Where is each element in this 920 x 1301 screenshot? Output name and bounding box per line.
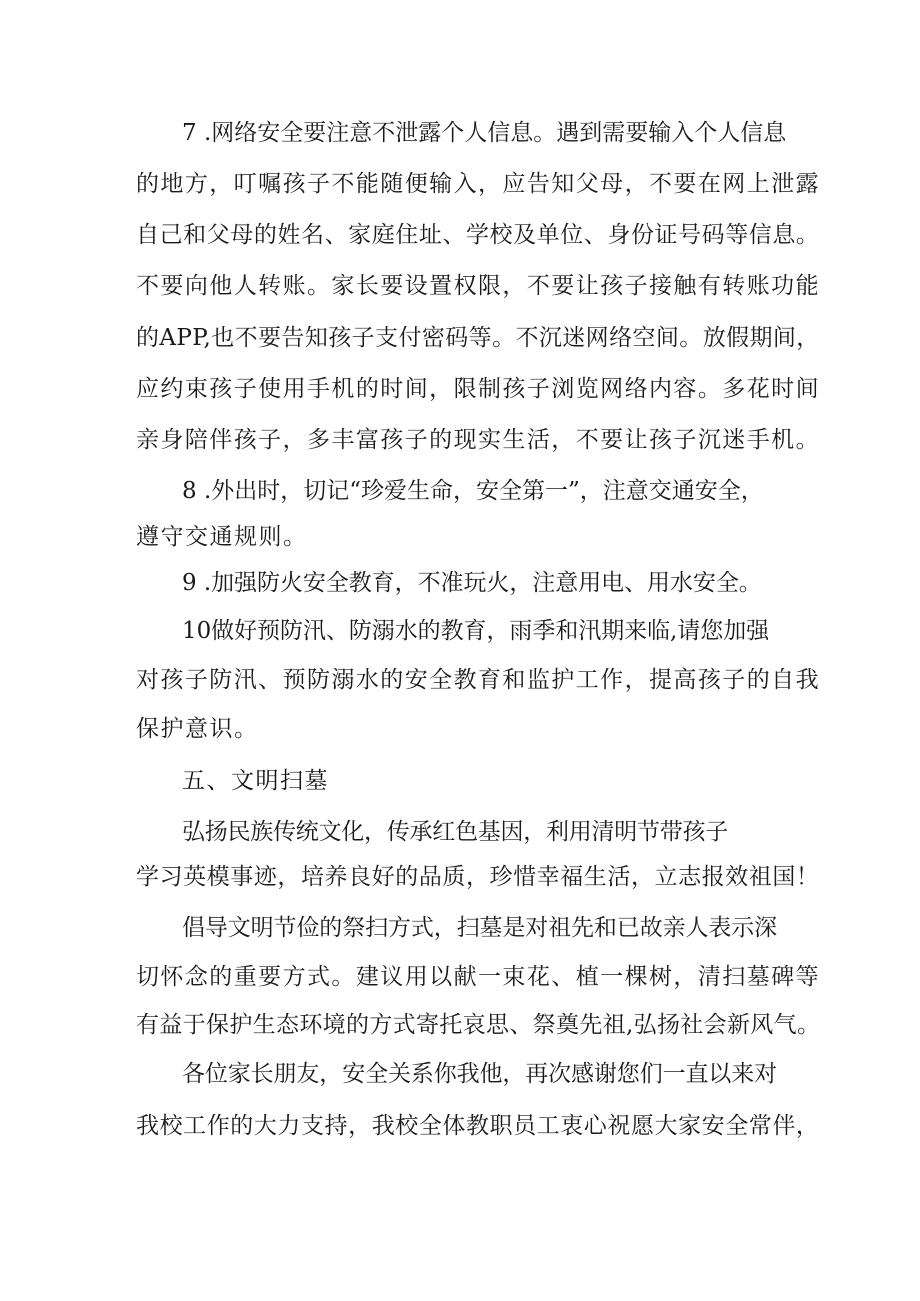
paragraph-line: 遵守交通规则。 xyxy=(136,524,308,550)
paragraph-line: 不要向他人转账。家长要设置权限，不要让孩子接触有转账功能 xyxy=(136,273,820,299)
paragraph-line: 学习英模事迹，培养良好的品质，珍惜幸福生活，立志报效祖国！ xyxy=(136,864,820,890)
paragraph-line: 的APP,也不要告知孩子支付密码等。不沉迷网络空间。放假期间， xyxy=(136,325,820,351)
paragraph-line: 10做好预防汛、防溺水的教育，雨季和汛期来临,请您加强 xyxy=(182,618,770,644)
section-heading: 五、文明扫墓 xyxy=(182,768,329,794)
paragraph-line: 的地方，叮嘱孩子不能随便输入，应告知父母，不要在网上泄露 xyxy=(136,171,820,197)
paragraph-line: 亲身陪伴孩子，多丰富孩子的现实生活，不要让孩子沉迷手机。 xyxy=(136,427,820,453)
paragraph-line: 有益于保护生态环境的方式寄托哀思、祭奠先祖,弘扬社会新风气。 xyxy=(136,1012,821,1038)
paragraph-line: 弘扬民族传统文化，传承红色基因，利用清明节带孩子 xyxy=(182,819,728,845)
paragraph-line: 自己和父母的姓名、家庭住址、学校及单位、身份证号码等信息。 xyxy=(136,222,820,248)
paragraph-line: 8 .外出时，切记“珍爱生命，安全第一”，注意交通安全， xyxy=(182,478,764,504)
paragraph-line: 切怀念的重要方式。建议用以献一束花、植一棵树，清扫墓碑等 xyxy=(136,964,820,990)
paragraph-line: 对孩子防汛、预防溺水的安全教育和监护工作，提高孩子的自我 xyxy=(136,667,820,693)
paragraph-line: 应约束孩子使用手机的时间，限制孩子浏览网络内容。多花时间 xyxy=(136,376,820,402)
paragraph-line: 9 .加强防火安全教育，不准玩火，注意用电、用水安全。 xyxy=(182,570,762,596)
paragraph-line: 倡导文明节俭的祭扫方式，扫墓是对祖先和已故亲人表示深 xyxy=(182,915,778,941)
paragraph-line: 各位家长朋友，安全关系你我他，再次感谢您们一直以来对 xyxy=(182,1061,778,1087)
paragraph-line: 保护意识。 xyxy=(136,716,259,742)
paragraph-line: 我校工作的大力支持，我校全体教职员工衷心祝愿大家安全常伴， xyxy=(136,1113,820,1139)
paragraph-line: 7 .网络安全要注意不泄露个人信息。遇到需要输入个人信息 xyxy=(182,120,787,146)
